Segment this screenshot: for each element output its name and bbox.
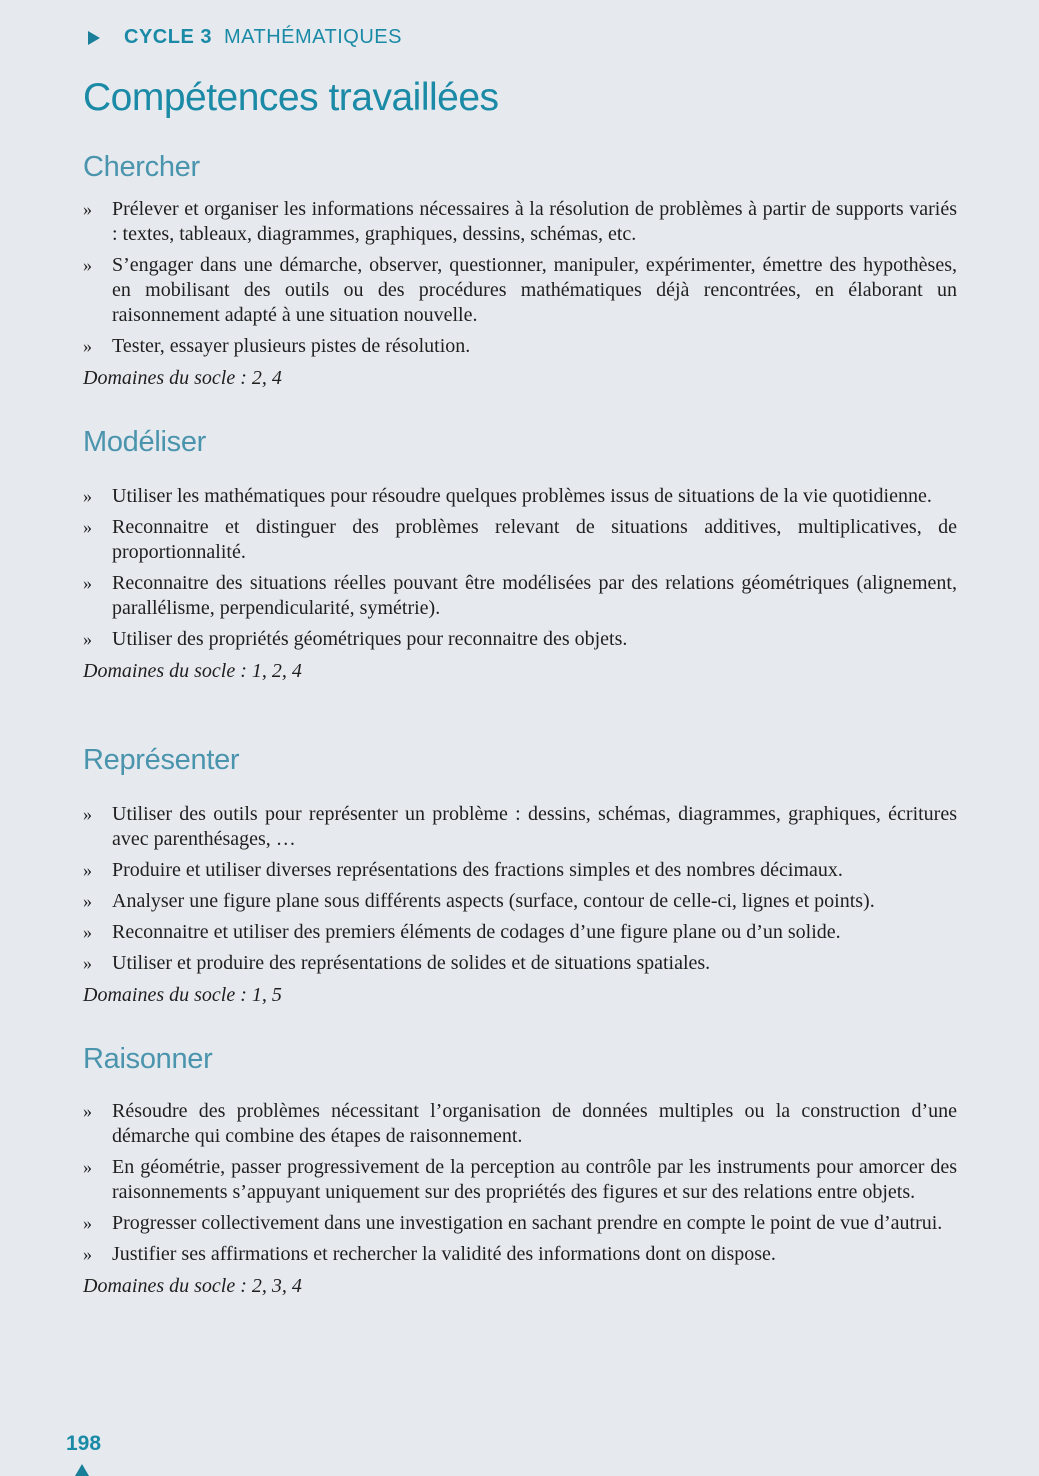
subject-label: MATHÉMATIQUES xyxy=(223,26,402,48)
domaines-socle: Domaines du socle : 2, 3, 4 xyxy=(83,1275,302,1297)
section-chercher xyxy=(83,150,957,391)
list-item-text: Utiliser et produire des représentations de solides et de situations spatiales. xyxy=(112,952,711,974)
list-item xyxy=(83,858,957,883)
list-item-text: Progresser collectivement dans une investigation en sachant prendre en compte le point de vue d’autrui. xyxy=(112,1212,943,1234)
domaines-socle: Domaines du socle : 1, 5 xyxy=(83,984,282,1006)
bullet-marker: » xyxy=(83,517,92,537)
page-header xyxy=(88,26,402,49)
page-title: Compétences travaillées xyxy=(83,76,499,119)
bullet-marker: » xyxy=(83,255,92,275)
bullet-marker: » xyxy=(83,1157,92,1177)
list-item-text: Tester, essayer plusieurs pistes de résolution. xyxy=(112,335,471,357)
section-heading: Raisonner xyxy=(83,1043,213,1075)
bullet-marker: » xyxy=(83,629,92,649)
list-item-text: Utiliser des outils pour représenter un problème : dessins, schémas, diagrammes, graphiques, écritures avec parenthésages, … xyxy=(112,803,957,850)
list-item xyxy=(83,197,957,247)
bullet-marker: » xyxy=(83,1213,92,1233)
bullet-marker: » xyxy=(83,860,92,880)
list-item xyxy=(83,802,957,852)
list-item xyxy=(83,484,957,509)
list-item-text: Reconnaitre des situations réelles pouvant être modélisées par des relations géométriques (alignement, parallélisme, perpendicularité, symétrie). xyxy=(112,572,957,619)
bullet-marker: » xyxy=(83,1244,92,1264)
bullet-marker: » xyxy=(83,336,92,356)
play-triangle-icon xyxy=(88,31,100,45)
list-item-text: Produire et utiliser diverses représentations des fractions simples et des nombres décimaux. xyxy=(112,859,843,881)
section-heading: Chercher xyxy=(83,151,200,183)
bullet-marker: » xyxy=(83,953,92,973)
section-heading: Représenter xyxy=(83,744,240,776)
bullet-marker: » xyxy=(83,573,92,593)
list-item xyxy=(83,920,957,945)
list-item xyxy=(83,951,957,976)
bullet-list xyxy=(83,802,957,976)
list-item-text: Utiliser les mathématiques pour résoudre quelques problèmes issus de situations de la vie quotidienne. xyxy=(112,485,932,507)
list-item-text: S’engager dans une démarche, observer, questionner, manipuler, expérimenter, émettre des hypothèses, en mobilisant des outils ou des procédures mathématiques déjà rencontrées, en élaborant un raisonnement adapté à une situation nouvelle. xyxy=(112,254,957,326)
list-item-text: Reconnaitre et utiliser des premiers éléments de codages d’une figure plane ou d’un solide. xyxy=(112,921,841,943)
up-triangle-icon xyxy=(75,1464,89,1476)
page-number: 198 xyxy=(66,1432,102,1455)
list-item xyxy=(83,515,957,565)
section-raisonner xyxy=(83,1042,957,1299)
list-item xyxy=(83,627,957,652)
list-item-text: Résoudre des problèmes nécessitant l’organisation de données multiples ou la construction d’une démarche qui combine des étapes de raisonnement. xyxy=(112,1100,957,1147)
list-item xyxy=(83,334,957,359)
list-item xyxy=(83,1099,957,1149)
domaines-socle: Domaines du socle : 2, 4 xyxy=(83,367,282,389)
list-item xyxy=(83,1211,957,1236)
section-modeliser xyxy=(83,425,957,684)
list-item xyxy=(83,1242,957,1267)
list-item xyxy=(83,1155,957,1205)
list-item-text: Justifier ses affirmations et rechercher la validité des informations dont on dispose. xyxy=(112,1243,776,1265)
list-item xyxy=(83,253,957,328)
list-item xyxy=(83,571,957,621)
bullet-marker: » xyxy=(83,1101,92,1121)
list-item xyxy=(83,889,957,914)
list-item-text: En géométrie, passer progressivement de la perception au contrôle par les instruments pour amorcer des raisonnements s’appuyant uniquement sur des propriétés des figures et sur des relations entre objets. xyxy=(112,1156,957,1203)
domaines-socle: Domaines du socle : 1, 2, 4 xyxy=(83,660,302,682)
bullet-marker: » xyxy=(83,486,92,506)
cycle-label: CYCLE 3 xyxy=(124,26,212,48)
list-item-text: Utiliser des propriétés géométriques pour reconnaitre des objets. xyxy=(112,628,628,650)
list-item-text: Reconnaitre et distinguer des problèmes relevant de situations additives, multiplicatives, de proportionnalité. xyxy=(112,516,957,563)
section-representer xyxy=(83,743,957,1008)
bullet-list xyxy=(83,197,957,359)
bullet-list xyxy=(83,484,957,652)
bullet-marker: » xyxy=(83,891,92,911)
section-heading: Modéliser xyxy=(83,426,207,458)
list-item-text: Analyser une figure plane sous différents aspects (surface, contour de celle-ci, lignes et points). xyxy=(112,890,875,912)
list-item-text: Prélever et organiser les informations nécessaires à la résolution de problèmes à partir de supports variés : textes, tableaux, diagrammes, graphiques, dessins, schémas, etc. xyxy=(112,198,957,245)
bullet-marker: » xyxy=(83,804,92,824)
bullet-marker: » xyxy=(83,199,92,219)
bullet-list xyxy=(83,1099,957,1267)
bullet-marker: » xyxy=(83,922,92,942)
